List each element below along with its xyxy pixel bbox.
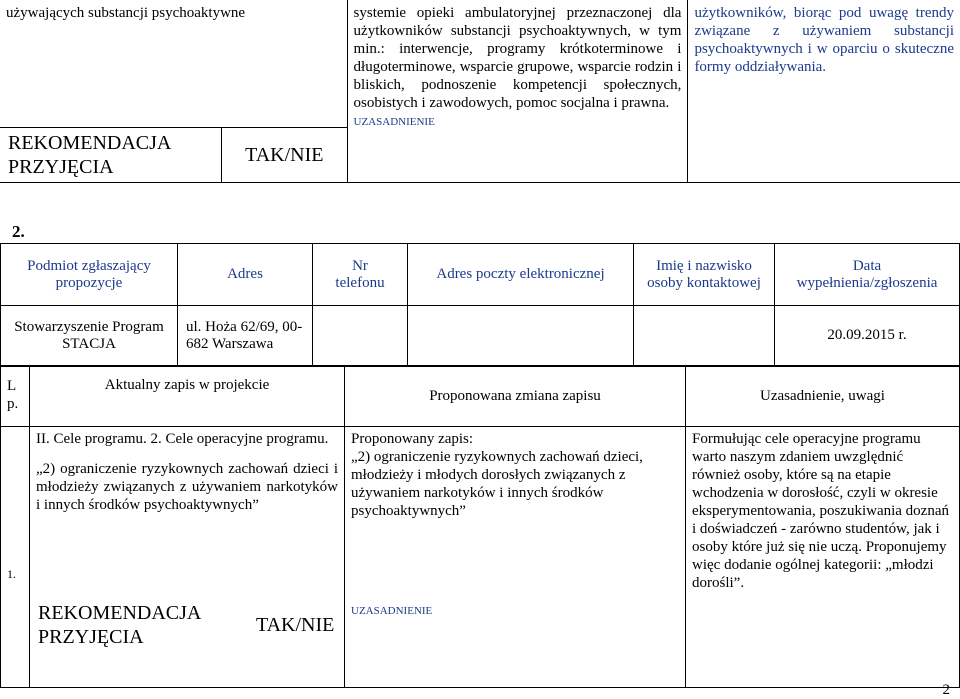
header-contact-person: Imię i nazwisko osoby kontaktowej [634,244,775,306]
proposed-label: Proponowany zapis: [351,431,474,447]
row-rekomendacja: REKOMENDACJA PRZYJĘCIA [38,602,201,648]
top-col2-uzasadnienie: UZASADNIENIE [353,116,435,128]
proposed-uzasadnienie: UZASADNIENIE [351,605,433,617]
header-email: Adres poczty elektronicznej [408,244,634,306]
section-number: 2. [12,222,25,241]
submitter-date: 20.09.2015 r. [775,306,960,366]
top-rekomendacja: REKOMENDACJA PRZYJĘCIA [8,132,171,178]
row-lp: 1. [1,427,30,688]
header-submitter: Podmiot zgłaszający propozycje [1,244,178,306]
top-col2-cell [347,0,688,183]
submitter-email [408,306,634,366]
top-tak-nie: TAK/NIE [245,144,324,166]
submitter-phone [313,306,408,366]
current-text: „2) ograniczenie ryzykownych zachowań dzieci i młodzieży związanych z używaniem narkotyków i innych środków psychoaktywnych” [36,461,338,513]
header-address: Adres [178,244,313,306]
proposal-table [0,366,960,688]
submitter-contact [634,306,775,366]
submitter-address: ul. Hoża 62/69, 00-682 Warszawa [178,306,313,366]
current-title: II. Cele programu. 2. Cele operacyjne programu. [36,431,329,447]
row-justification [686,427,960,688]
top-col3-text: użytkowników, biorąc pod uwagę trendy związane z używaniem substancji psychoaktywnych i w oparciu o skuteczne formy oddziaływania. [694,5,954,75]
row-proposed [345,427,686,688]
top-col3-cell [688,0,960,183]
header-phone: Nr telefonu [313,244,408,306]
header-current: Aktualny zapis w projekcie [30,367,345,427]
top-col1-cell [0,0,347,128]
proposed-text: „2) ograniczenie ryzykownych zachowań dzieci, młodzieży i młodych dorosłych związanych z używaniem narkotyków i innych środków psychoaktywnych” [351,449,643,519]
top-table [0,0,960,183]
submitter-table [0,243,960,366]
header-justification: Uzasadnienie, uwagi [686,367,960,427]
top-col1-text: używających substancji psychoaktywne [6,5,246,21]
row-tak-nie: TAK/NIE [256,614,335,636]
top-col2-text: systemie opieki ambulatoryjnej przeznaczonej dla użytkowników substancji psychoaktywnych, w tym min.: interwencje, programy krótkoterminowe i długoterminowe, wsparcie grupowe, wsparcie rodzin i bliskich, podnoszenie kompetencji społecznych, osobistych i zawodowych, pomoc socjalna i prawna. [353,5,682,111]
row-current [30,427,345,688]
page-number: 2 [942,682,950,698]
justification-text: Formułując cele operacyjne programu warto naszym zdaniem uwzględnić również osoby, które są na etapie wchodzenia w dorosłość, czyli w okresie eksperymentowania, poszukiwania doznań i doświadczeń - zarówno studentów, jak i osoby które już się nie uczą. Proponujemy więc dodanie ogólnej kategorii: „młodzi dorośli”. [692,431,949,591]
header-date: Data wypełnienia/zgłoszenia [775,244,960,306]
submitter-name: Stowarzyszenie Program STACJA [1,306,178,366]
top-taknie-cell [222,128,348,183]
header-lp: L p. [1,367,30,427]
header-proposed: Proponowana zmiana zapisu [345,367,686,427]
top-rekomendacja-cell [0,128,222,183]
